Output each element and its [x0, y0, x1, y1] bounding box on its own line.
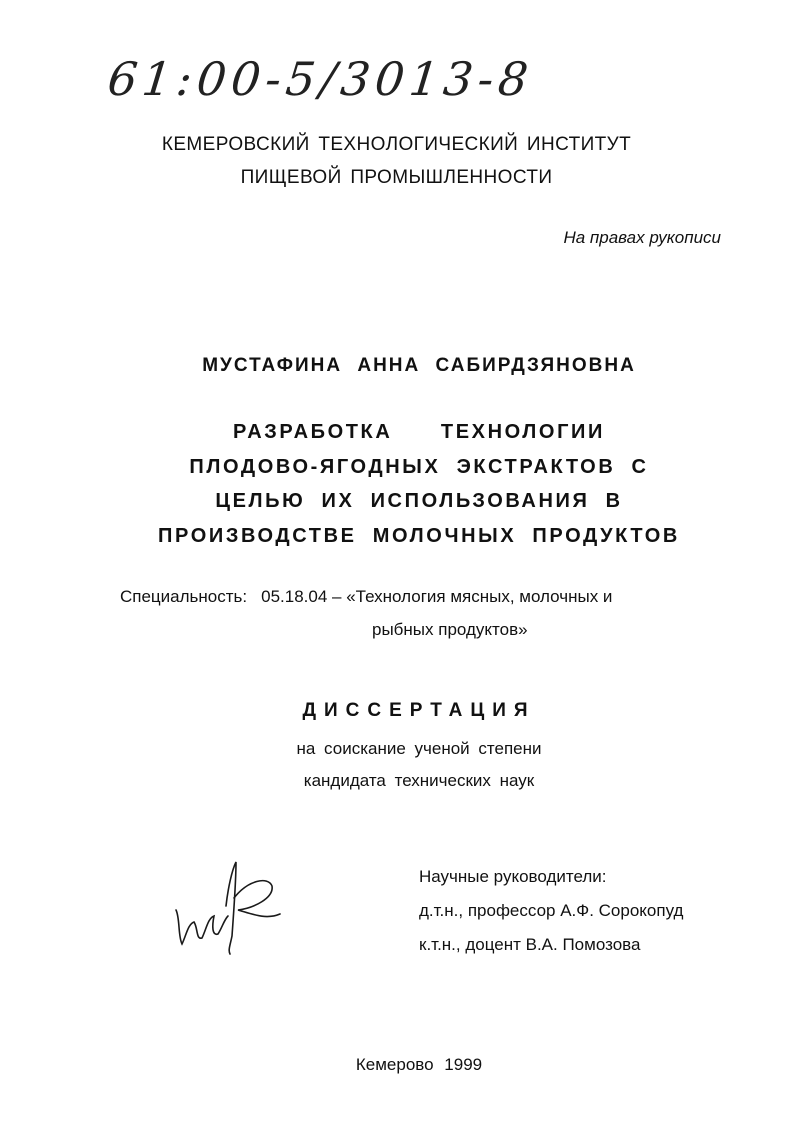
- title-line-4: ПРОИЗВОДСТВЕ МОЛОЧНЫХ ПРОДУКТОВ: [158, 524, 680, 547]
- degree-line-2: кандидата технических наук: [303, 771, 535, 790]
- dissertation-degree: [0, 733, 793, 797]
- degree-line-1: на соискание ученой степени: [296, 739, 542, 758]
- scientific-advisors: [419, 860, 683, 962]
- specialty-label: Специальность:: [120, 587, 248, 606]
- advisor-1: д.т.н., профессор А.Ф. Сорокопуд: [419, 901, 684, 920]
- specialty-line: [120, 587, 612, 607]
- archive-code-handwritten: 61:00-5/3013-8: [105, 52, 536, 106]
- institute-line-2: ПИЩЕВОЙ ПРОМЫШЛЕННОСТИ: [240, 167, 553, 188]
- advisors-heading: Научные руководители:: [419, 867, 607, 886]
- manuscript-rights-note: На правах рукописи: [563, 228, 721, 247]
- advisor-2: к.т.н., доцент В.А. Помозова: [419, 935, 641, 954]
- institute-name: [0, 128, 793, 194]
- dissertation-title: [0, 415, 793, 553]
- institute-line-1: КЕМЕРОВСКИЙ ТЕХНОЛОГИЧЕСКИЙ ИНСТИТУТ: [161, 134, 632, 155]
- dissertation-heading: ДИССЕРТАЦИЯ: [302, 700, 536, 721]
- title-line-3: ЦЕЛЬЮ ИХ ИСПОЛЬЗОВАНИЯ В: [215, 490, 623, 512]
- signature-handwritten: [168, 858, 288, 958]
- title-line-1: РАЗРАБОТКА ТЕХНОЛОГИИ: [233, 421, 605, 443]
- title-line-2: ПЛОДОВО-ЯГОДНЫХ ЭКСТРАКТОВ С: [189, 455, 649, 478]
- place-and-year: Кемерово 1999: [355, 1055, 483, 1074]
- specialty-value-continued: рыбных продуктов»: [372, 620, 528, 639]
- specialty-value: 05.18.04 – «Технология мясных, молочных и: [261, 587, 613, 606]
- author-name: МУСТАФИНА АННА САБИРДЗЯНОВНА: [202, 355, 636, 376]
